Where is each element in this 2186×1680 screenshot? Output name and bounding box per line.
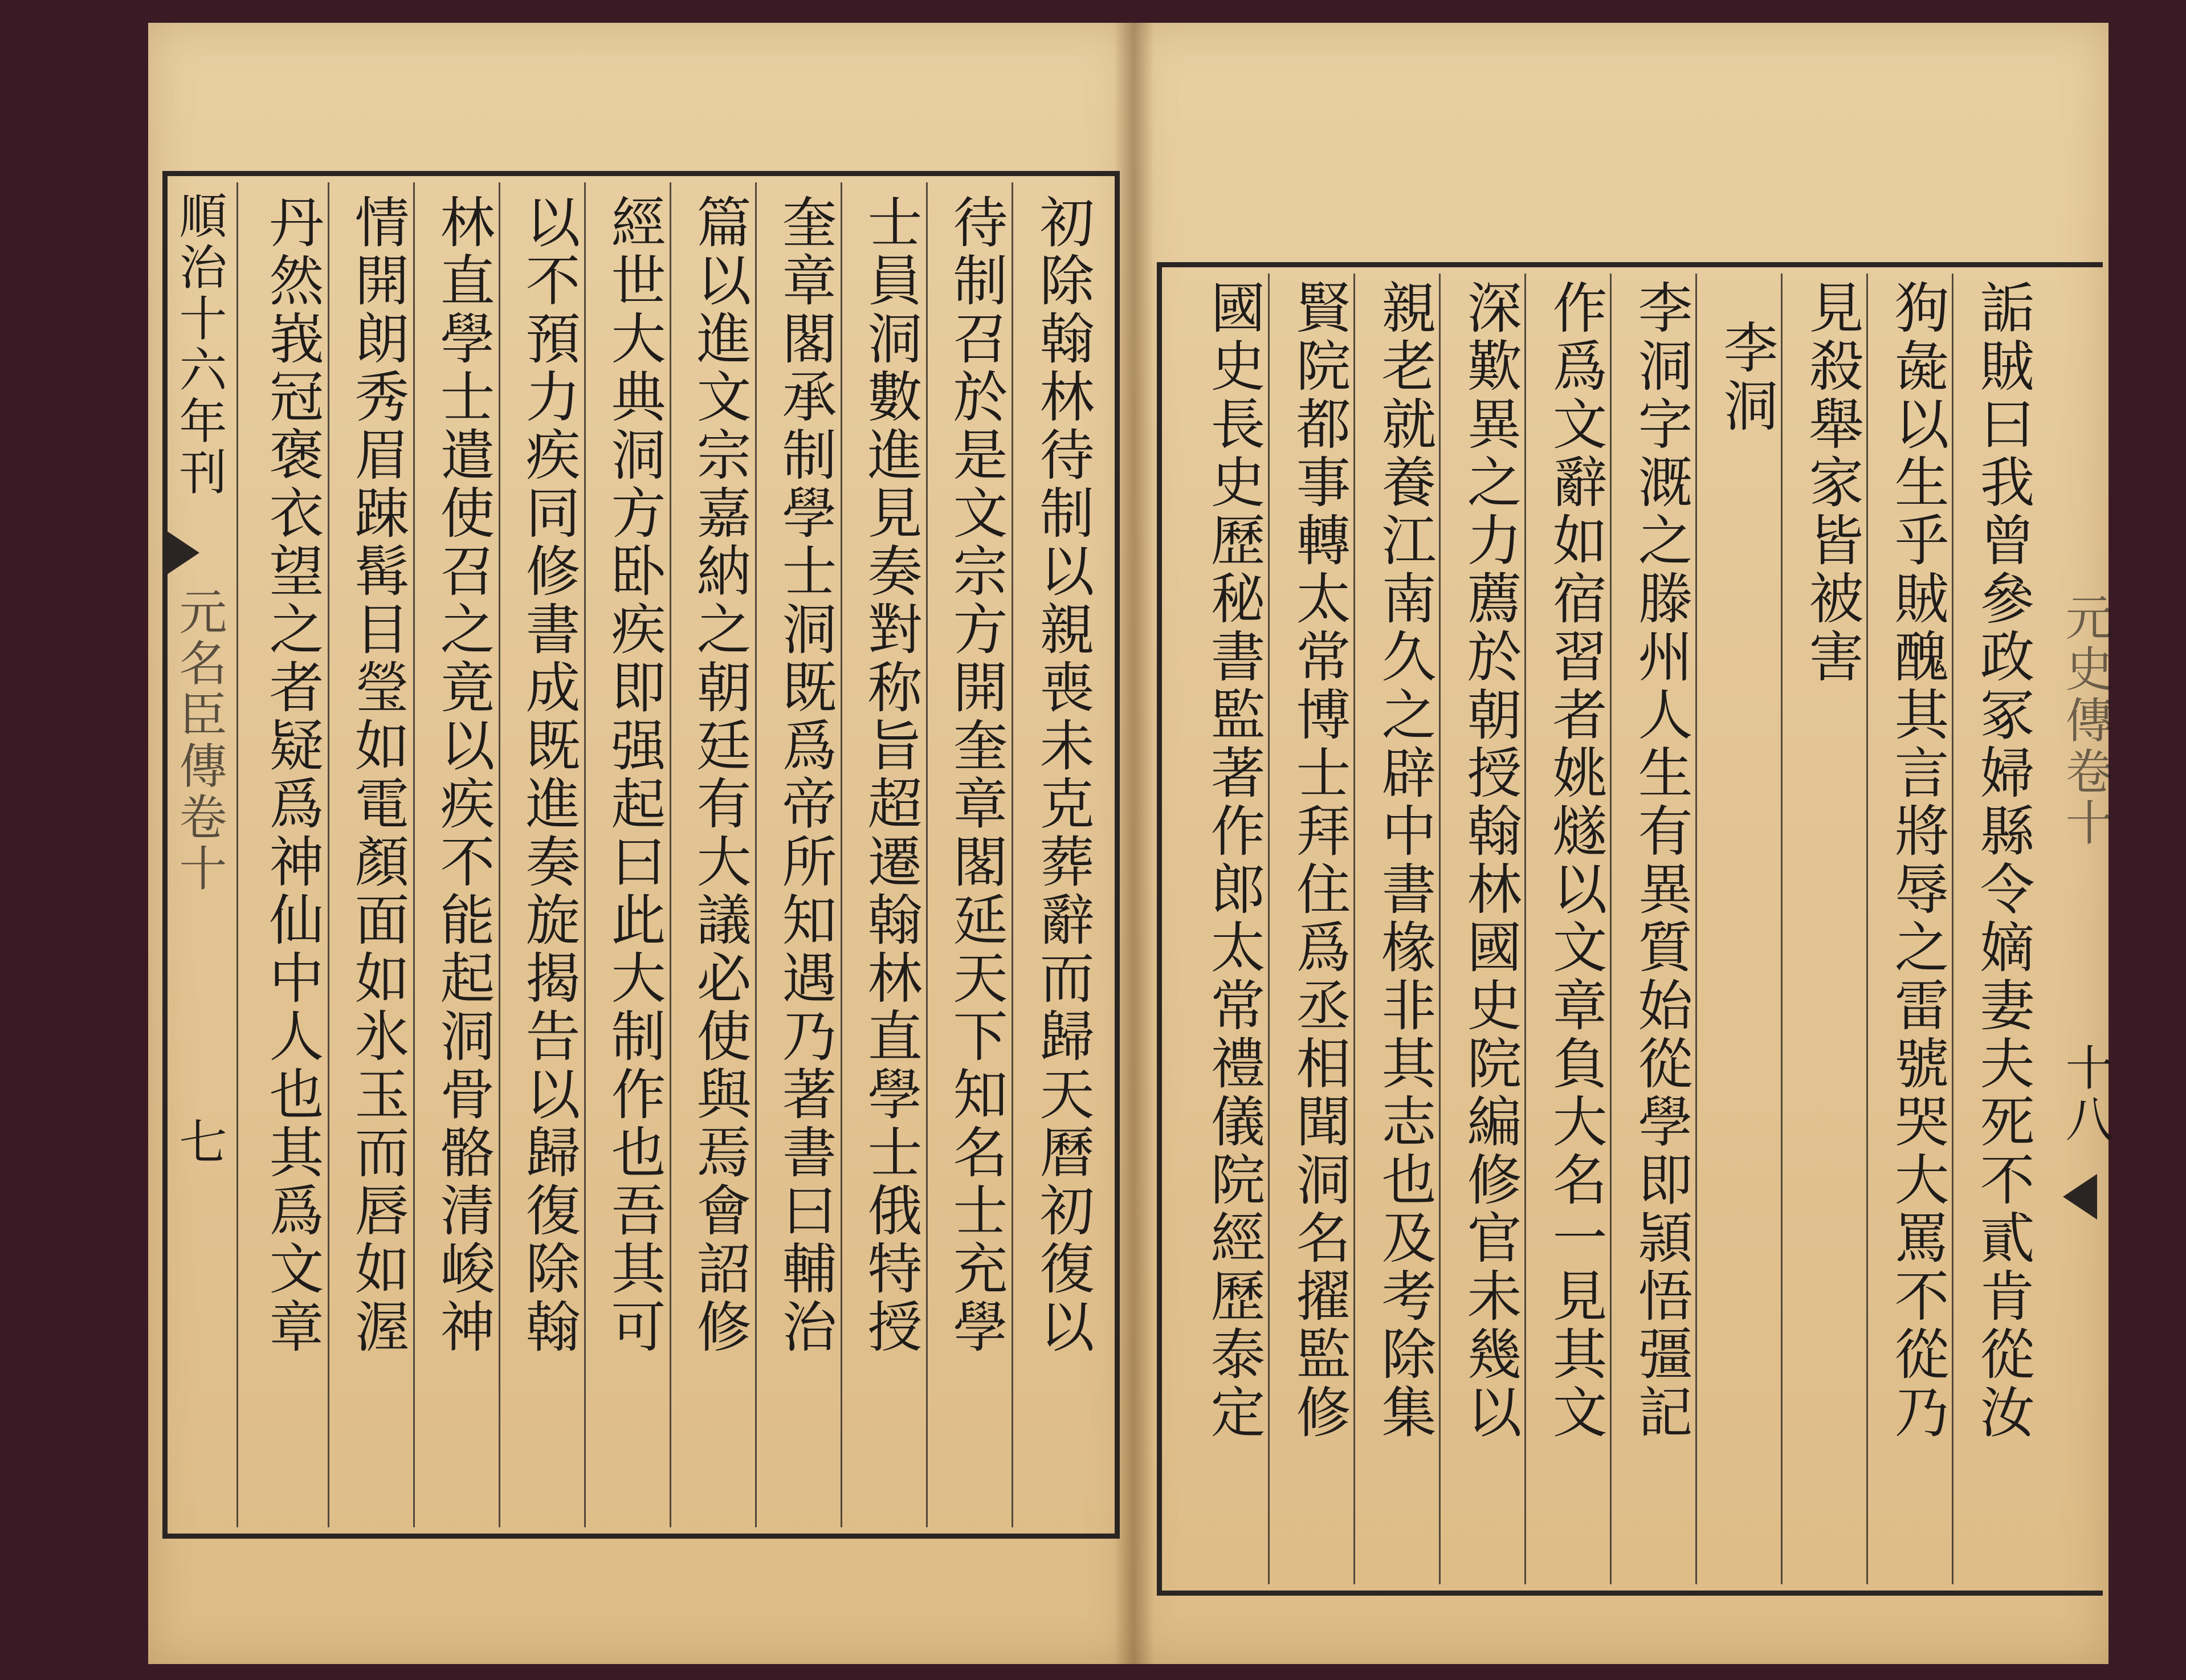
left-column-2: 待制召於是文宗方開奎章閣延天下知名士充學 [944,194,1008,1356]
fish-tail-mark-left [165,530,199,576]
left-column-9: 情開朗秀眉踈髯目瑩如電顏面如氷玉而唇如渥 [346,194,410,1356]
left-margin-page-number: 七 [172,1117,227,1168]
fish-tail-mark-right [2063,1174,2097,1220]
left-column-3: 士員洞數進見奏對称旨超遷翰林直學士俄特授 [859,194,923,1356]
right-column-4-heading: 李洞 [1715,319,1779,435]
right-column-10: 國史長史歷秘書監著作郎太常禮儀院經歷泰定 [1202,279,1266,1442]
right-column-6: 作爲文辭如宿習者姚燧以文章負大名一見其文 [1544,279,1608,1442]
left-column-7: 以不預力疾同修書成既進奏旋揭告以歸復除翰 [517,194,581,1356]
left-column-6: 經世大典洞方卧疾即强起曰此大制作也吾其可 [602,194,666,1356]
left-rule [236,182,238,1527]
right-column-1: 詬賊曰我曾參政冢婦縣令嫡妻夫死不貳肯從汝 [1971,279,2035,1442]
right-margin-title: 元史傳卷十 [2058,593,2114,849]
right-column-5: 李洞字溉之滕州人生有異質始從學即頴悟彊記 [1629,279,1693,1442]
left-margin-title: 元名臣傳卷十 [172,587,227,895]
right-column-8: 親老就養江南久之辟中書椽非其志也及考除集 [1373,279,1437,1442]
book-gutter [1114,23,1154,1664]
right-column-3: 見殺舉家皆被害 [1800,279,1864,686]
left-column-10: 丹然峩冠褒衣望之者疑爲神仙中人也其爲文章 [260,194,324,1356]
right-margin-page-number: 十八 [2058,1043,2114,1145]
right-column-2: 狗彘以生乎賊醜其言將辱之雷號哭大罵不從乃 [1886,279,1950,1442]
left-column-4: 奎章閣承制學士洞既爲帝所知遇乃著書曰輔治 [773,194,837,1356]
left-column-8: 林直學士遣使召之竟以疾不能起洞骨骼清峻神 [431,194,495,1356]
left-margin-edition: 順治十六年刊 [172,191,227,499]
left-column-5: 篇以進文宗嘉納之朝廷有大議必使與焉會詔修 [688,194,752,1356]
left-column-1: 初除翰林待制以親喪未克葬辭而歸天曆初復以 [1031,194,1095,1356]
right-column-7: 深歎異之力薦於朝授翰林國史院編修官未幾以 [1458,279,1522,1442]
right-column-9: 賢院都事轉太常博士拜住爲丞相聞洞名擢監修 [1287,279,1351,1442]
